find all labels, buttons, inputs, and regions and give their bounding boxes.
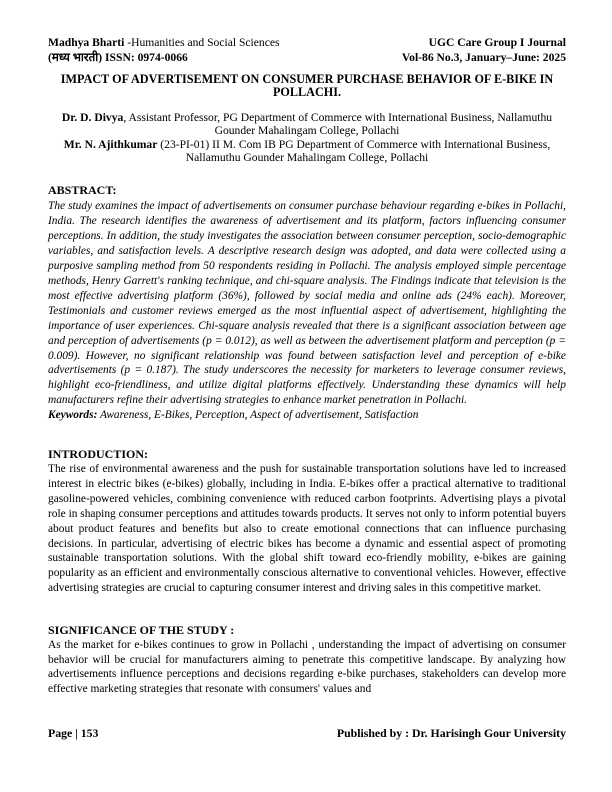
author-2-affiliation: (23-PI-01) II M. Com IB PG Department of Commerce with International Business, Nallamuthu Gounder Mahalingam College, Pollachi xyxy=(157,137,551,164)
journal-name: Madhya Bharti xyxy=(48,36,128,49)
page-footer xyxy=(48,726,566,741)
journal-subtitle: -Humanities and Social Sciences xyxy=(127,36,280,49)
abstract-text: The study examines the impact of advertisements on consumer purchase behaviour regarding e-bikes in Pollachi, India. The research identifies the awareness of advertisement and its platform, factors influencing consumer perceptions. In addition, the study investigates the association between consumer perception, socio-demographic variables, and satisfaction levels. A descriptive research design was adopted, and data were collected using a purposive sampling method from 50 respondents residing in Pollachi. The analysis employed simple percentage methods, Henry Garrett's ranking technique, and chi-square analysis. The Findings indicate that television is the most effective advertising platform (36%), followed by social media and online ads (24% each). Moreover, Testimonials and customer reviews emerged as the most influential aspect of advertisement, highlighting the importance of user experiences. Chi-square analysis revealed that there is a significant association between age and perception of advertisements (p = 0.012), as well as between the advertisement platform and perception (p = 0.009). However, no significant relationship was found between satisfaction level and perception of e-bike advertisements (p = 0.187). The study underscores the necessity for marketers to leverage consumer reviews, highlight eco-friendliness, and utilize digital platforms effectively. Understanding these dynamics will help manufacturers refine their advertising strategies to enhance market penetration in Pollachi. xyxy=(48,200,566,407)
volume-label: Vol-86 No.3, January–June: 2025 xyxy=(401,51,566,64)
page-header xyxy=(48,35,566,65)
journal-name-line xyxy=(48,35,280,50)
paper-title: IMPACT OF ADVERTISEMENT ON CONSUMER PURCHASE BEHAVIOR OF E-BIKE IN POLLACHI. xyxy=(60,72,554,100)
keywords-line xyxy=(48,408,566,423)
page-number: Page | 153 xyxy=(48,726,99,740)
publisher: Published by : Dr. Harisingh Gour University xyxy=(336,726,566,740)
authors-block xyxy=(48,111,566,164)
introduction-heading: INTRODUCTION: xyxy=(48,447,149,461)
significance-body: As the market for e-bikes continues to grow in Pollachi , understanding the impact of advertising on consumer behavior will be crucial for manufacturers aiming to penetrate this competitive landscape. By analyzing how advertisements influence perceptions and decisions regarding e-bike purchases, stakeholders can develop more effective marketing strategies that resonate with consumers' values and xyxy=(48,639,566,696)
header-journal-info xyxy=(48,35,280,65)
author-line-1 xyxy=(48,111,566,138)
keywords-label: Keywords: xyxy=(48,409,98,422)
abstract-heading: ABSTRACT: xyxy=(48,183,117,197)
ugc-group-label: UGC Care Group I Journal xyxy=(428,36,566,49)
author-line-2 xyxy=(48,138,566,165)
author-2-name: Mr. N. Ajithkumar xyxy=(63,137,158,151)
issn-line: (मध्य भारती) ISSN: 0974-0066 xyxy=(48,51,188,64)
header-issue-info xyxy=(402,35,566,65)
author-1-affiliation: , Assistant Professor, PG Department of Commerce with International Business, Nallamuthu Gounder Mahalingam College, Pollachi xyxy=(123,111,553,138)
keywords-text: Awareness, E-Bikes, Perception, Aspect of advertisement, Satisfaction xyxy=(97,409,419,422)
significance-heading: SIGNIFICANCE OF THE STUDY : xyxy=(48,623,235,637)
abstract-body xyxy=(48,199,566,423)
author-1-name: Dr. D. Divya xyxy=(61,111,124,124)
introduction-body: The rise of environmental awareness and the push for sustainable transportation solutions have led to increased interest in electric bikes (e-bikes) globally, including in India. E-bikes offer a practical alternative to traditional gasoline-powered vehicles, combining convenience with reduced carbon footprints. Advertising plays a pivotal role in shaping consumer perceptions and attitudes towards products. It serves not only to inform potential buyers about product features and benefits but also to create emotional connections that can influence purchasing decisions. In particular, advertising of electric bikes has become a dynamic and essential aspect of promoting sustainable transportation solutions. With the global shift toward eco-friendly mobility, e-bikes are gaining popularity as an efficient and environmentally conscious alternative to conventional vehicles. However, effective advertising strategies are crucial to capturing consumer interest and driving sales in this competitive market. xyxy=(48,463,566,595)
